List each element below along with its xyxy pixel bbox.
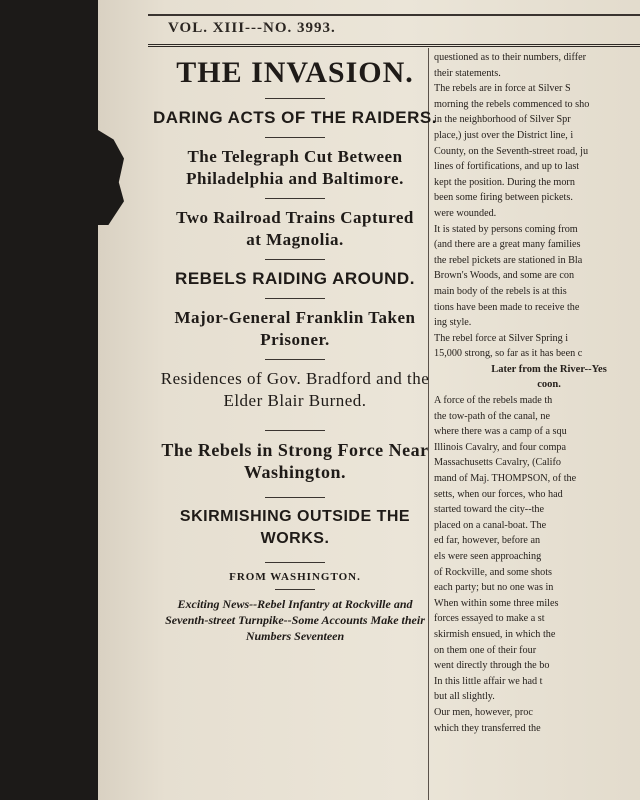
header-rule xyxy=(148,44,640,47)
deck-strong-force: The Rebels in Strong Force Near Washington. xyxy=(161,440,429,482)
headline-column xyxy=(150,50,440,644)
article-subhead: Later from the River--Yes xyxy=(491,363,607,375)
article-line: the rebel pickets are stationed in Bla xyxy=(434,254,583,266)
deck-skirmishing: SKIRMISHING OUTSIDE THE WORKS. xyxy=(179,508,411,547)
separator xyxy=(275,589,315,590)
article-line: Illinois Cavalry, and four compa xyxy=(434,441,567,453)
separator xyxy=(265,430,325,431)
article-line: ed far, however, before an xyxy=(434,535,541,547)
article-line: ing style. xyxy=(434,317,472,329)
article-line: kept the position. During the morn xyxy=(434,176,575,188)
article-line: of Rockville, and some shots xyxy=(434,566,552,578)
article-line: Massachusetts Cavalry, (Califo xyxy=(434,457,561,469)
deck-residences: Residences of Gov. Bradford and the Elder Blair Burned. xyxy=(160,369,430,410)
article-line: went directly through the bo xyxy=(434,660,550,672)
separator xyxy=(265,198,325,199)
article-line: The rebels are in force at Silver S xyxy=(434,83,571,95)
article-line: A force of the rebels made th xyxy=(434,395,553,407)
separator xyxy=(265,359,325,360)
article-subhead: coon. xyxy=(537,379,561,391)
article-line: their statements. xyxy=(434,67,501,79)
article-line: where there was a camp of a squ xyxy=(434,426,567,438)
deck-trains: Two Railroad Trains Captured at Magnolia. xyxy=(176,208,414,249)
separator xyxy=(265,298,325,299)
article-line: forces essayed to make a st xyxy=(434,613,545,625)
article-line: Brown's Woods, and some are con xyxy=(434,270,575,282)
article-line: When within some three miles xyxy=(434,597,559,609)
article-line: The rebel force at Silver Spring i xyxy=(434,332,569,344)
deck-rebels-raiding: REBELS RAIDING AROUND. xyxy=(175,269,415,288)
article-line: In this little affair we had t xyxy=(434,675,543,687)
top-rule xyxy=(148,14,640,16)
article-line: questioned as to their numbers, differ xyxy=(434,52,587,63)
article-line: els were seen approaching xyxy=(434,551,542,562)
separator xyxy=(265,497,325,498)
article-line: started toward the city--the xyxy=(434,504,545,516)
volume-line: VOL. XIII---NO. 3993. xyxy=(168,20,336,36)
article-line: morning the rebels commenced to sho xyxy=(434,98,590,110)
article-line: were wounded. xyxy=(434,207,497,219)
deck-raiders: DARING ACTS OF THE RAIDERS. xyxy=(153,108,437,127)
article-line: which they transferred the xyxy=(434,722,541,734)
deck-franklin: Major-General Franklin Taken Prisoner. xyxy=(174,308,416,349)
article-line: (and there are a great many families xyxy=(434,239,581,251)
article-column xyxy=(434,50,640,736)
article-line: each party; but no one was in xyxy=(434,582,554,594)
deck-telegraph: The Telegraph Cut Between Philadelphia and Baltimore. xyxy=(186,147,404,188)
article-line: County, on the Seventh-street road, ju xyxy=(434,145,589,157)
article-line: setts, when our forces, who had xyxy=(434,488,563,500)
article-line: the tow-path of the canal, ne xyxy=(434,410,550,422)
article-line: lines of fortifications, and up to last xyxy=(434,161,580,173)
article-line: on them one of their four xyxy=(434,644,537,656)
separator xyxy=(265,98,325,99)
article-line: but all slightly. xyxy=(434,691,495,703)
article-line: placed on a canal-boat. The xyxy=(434,519,547,531)
article-line: place,) just over the District line, i xyxy=(434,129,574,141)
article-line: mand of Maj. THOMPSON, of the xyxy=(434,473,577,485)
article-line: It is stated by persons coming from xyxy=(434,223,578,235)
article-line: Our men, however, proc xyxy=(434,706,533,718)
dateline: FROM WASHINGTON. xyxy=(229,571,361,583)
separator xyxy=(265,562,325,563)
article-line: been some firing between pickets. xyxy=(434,192,573,204)
main-headline: THE INVASION. xyxy=(176,56,414,89)
article-line: in the neighborhood of Silver Spr xyxy=(434,114,571,126)
separator xyxy=(265,259,325,260)
article-line: main body of the rebels is at this xyxy=(434,285,567,297)
article-line: tions have been made to receive the xyxy=(434,301,580,313)
newspaper-page xyxy=(98,0,640,800)
article-line: 15,000 strong, so far as it has been c xyxy=(434,348,583,360)
article-line: skirmish ensued, in which the xyxy=(434,628,556,640)
separator xyxy=(265,137,325,138)
subdeck: Exciting News--Rebel Infantry at Rockville and Seventh-street Turnpike--Some Accounts Make their Numbers Seventeen xyxy=(165,597,425,643)
